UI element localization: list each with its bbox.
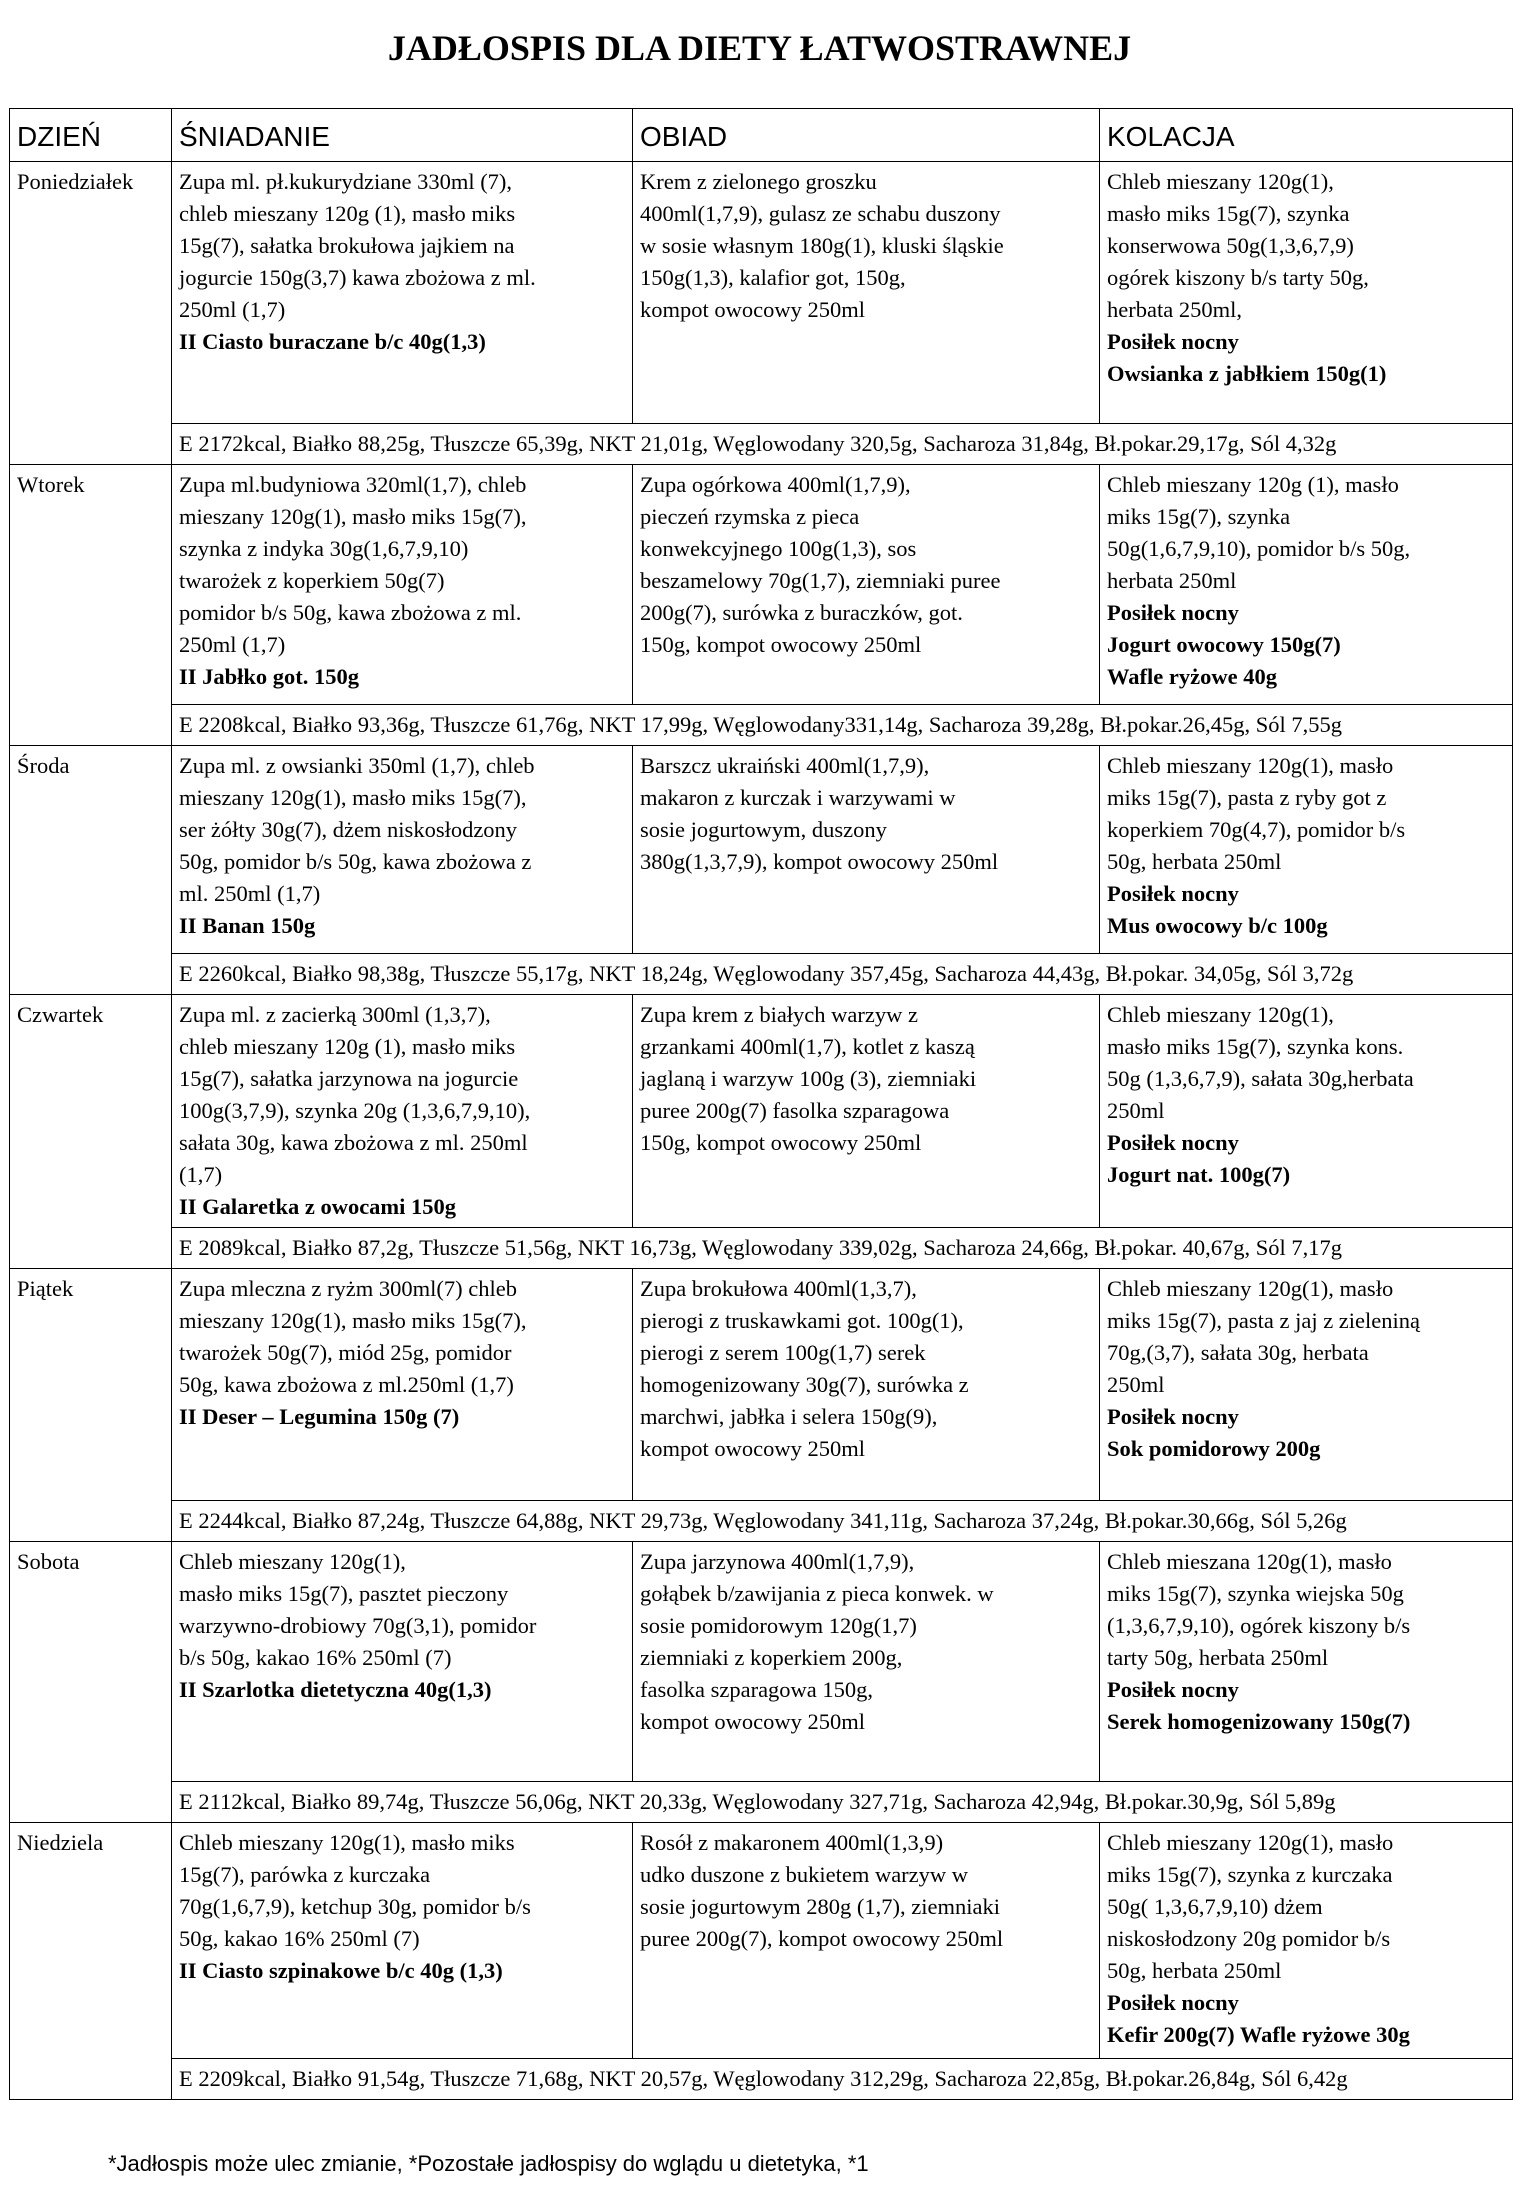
dinner-cell — [1100, 746, 1513, 954]
breakfast-text: Zupa ml. pł.kukurydziane 330ml (7), chleb mieszany 120g (1), masło miks 15g(7), sałatka brokułowa jajkiem na jogurcie 150g(3,7) kawa zbożowa z ml. 250ml (1,7) — [179, 169, 536, 322]
lunch-text: Zupa ogórkowa 400ml(1,7,9), pieczeń rzymska z pieca konwekcyjnego 100g(1,3), sos beszamelowy 70g(1,7), ziemniaki puree 200g(7), surówka z buraczków, got. 150g, kompot owocowy 250ml — [640, 472, 1001, 657]
breakfast-extra: II Deser – Legumina 150g (7) — [179, 1404, 460, 1429]
night-meal-label: Posiłek nocny — [1107, 329, 1239, 354]
dinner-text: Chleb mieszany 120g(1), masło miks 15g(7), pasta z jaj z zieleniną 70g,(3,7), sałata 30g, herbata 250ml — [1107, 1276, 1421, 1397]
day-row — [10, 1542, 1513, 1782]
nutrition-row — [10, 1228, 1513, 1269]
breakfast-text: Zupa ml. z zacierką 300ml (1,3,7), chleb mieszany 120g (1), masło miks 15g(7), sałatka jarzynowa na jogurcie 100g(3,7,9), szynka 20g (1,3,6,7,9,10), sałata 30g, kawa zbożowa z ml. 250ml (1,7) — [179, 1002, 531, 1187]
day-name: Czwartek — [10, 995, 172, 1269]
dinner-cell — [1100, 465, 1513, 705]
dinner-text: Chleb mieszany 120g(1), masło miks 15g(7), szynka kons. 50g (1,3,6,7,9), sałata 30g,herbata 250ml — [1107, 1002, 1414, 1123]
dinner-cell — [1100, 162, 1513, 424]
night-meal: Jogurt nat. 100g(7) — [1107, 1162, 1291, 1187]
nutrition-row — [10, 2059, 1513, 2100]
lunch-cell — [633, 1269, 1100, 1501]
lunch-cell — [633, 1542, 1100, 1782]
dinner-text: Chleb mieszana 120g(1), masło miks 15g(7), szynka wiejska 50g (1,3,6,7,9,10), ogórek kiszony b/s tarty 50g, herbata 250ml — [1107, 1549, 1411, 1670]
breakfast-cell — [172, 1823, 633, 2059]
breakfast-text: Zupa mleczna z ryżm 300ml(7) chleb mieszany 120g(1), masło miks 15g(7), twarożek 50g(7), miód 25g, pomidor 50g, kawa zbożowa z ml.250ml (1,7) — [179, 1276, 527, 1397]
day-row — [10, 162, 1513, 424]
night-meal: Kefir 200g(7) Wafle ryżowe 30g — [1107, 2022, 1410, 2047]
header-day: DZIEŃ — [10, 109, 172, 162]
breakfast-cell — [172, 995, 633, 1228]
dinner-cell — [1100, 1823, 1513, 2059]
day-row — [10, 746, 1513, 954]
night-meal: Sok pomidorowy 200g — [1107, 1436, 1321, 1461]
nutrition-summary: E 2209kcal, Białko 91,54g, Tłuszcze 71,68g, NKT 20,57g, Węglowodany 312,29g, Sacharoza 22,85g, Bł.pokar.26,84g, Sól 6,42g — [172, 2059, 1513, 2100]
nutrition-row — [10, 1501, 1513, 1542]
footer-note: *Jadłospis może ulec zmianie, *Pozostałe jadłospisy do wglądu u dietetyka, *1 — [108, 2151, 869, 2176]
nutrition-summary: E 2172kcal, Białko 88,25g, Tłuszcze 65,39g, NKT 21,01g, Węglowodany 320,5g, Sacharoza 31,84g, Bł.pokar.29,17g, Sól 4,32g — [172, 424, 1513, 465]
nutrition-row — [10, 705, 1513, 746]
breakfast-extra: II Banan 150g — [179, 913, 316, 938]
night-meal-label: Posiłek nocny — [1107, 881, 1239, 906]
day-row — [10, 1269, 1513, 1501]
nutrition-summary: E 2112kcal, Białko 89,74g, Tłuszcze 56,06g, NKT 20,33g, Węglowodany 327,71g, Sacharoza 42,94g, Bł.pokar.30,9g, Sól 5,89g — [172, 1782, 1513, 1823]
breakfast-text: Zupa ml. z owsianki 350ml (1,7), chleb mieszany 120g(1), masło miks 15g(7), ser żółty 30g(7), dżem niskosłodzony 50g, pomidor b/s 50g, kawa zbożowa z ml. 250ml (1,7) — [179, 753, 535, 906]
day-name: Środa — [10, 746, 172, 995]
lunch-text: Rosół z makaronem 400ml(1,3,9) udko duszone z bukietem warzyw w sosie jogurtowym 280g (1,7), ziemniaki puree 200g(7), kompot owocowy 250ml — [640, 1830, 1004, 1951]
header-breakfast: ŚNIADANIE — [172, 109, 633, 162]
lunch-text: Zupa jarzynowa 400ml(1,7,9), gołąbek b/zawijania z pieca konwek. w sosie pomidorowym 120g(1,7) ziemniaki z koperkiem 200g, fasolka szparagowa 150g, kompot owocowy 250ml — [640, 1549, 994, 1734]
nutrition-row — [10, 954, 1513, 995]
nutrition-summary: E 2089kcal, Białko 87,2g, Tłuszcze 51,56g, NKT 16,73g, Węglowodany 339,02g, Sacharoza 24,66g, Bł.pokar. 40,67g, Sól 7,17g — [172, 1228, 1513, 1269]
day-name: Sobota — [10, 1542, 172, 1823]
nutrition-summary: E 2208kcal, Białko 93,36g, Tłuszcze 61,76g, NKT 17,99g, Węglowodany331,14g, Sacharoza 39,28g, Bł.pokar.26,45g, Sól 7,55g — [172, 705, 1513, 746]
lunch-cell — [633, 995, 1100, 1228]
breakfast-extra: II Ciasto buraczane b/c 40g(1,3) — [179, 329, 486, 354]
nutrition-summary: E 2260kcal, Białko 98,38g, Tłuszcze 55,17g, NKT 18,24g, Węglowodany 357,45g, Sacharoza 44,43g, Bł.pokar. 34,05g, Sól 3,72g — [172, 954, 1513, 995]
night-meal: Owsianka z jabłkiem 150g(1) — [1107, 361, 1387, 386]
menu-body — [10, 162, 1513, 2100]
day-row — [10, 995, 1513, 1228]
dinner-text: Chleb mieszany 120g(1), masło miks 15g(7), szynka konserwowa 50g(1,3,6,7,9) ogórek kiszony b/s tarty 50g, herbata 250ml, — [1107, 169, 1369, 322]
breakfast-extra: II Galaretka z owocami 150g — [179, 1194, 457, 1219]
day-name: Wtorek — [10, 465, 172, 746]
day-row — [10, 1823, 1513, 2059]
dinner-text: Chleb mieszany 120g(1), masło miks 15g(7), szynka z kurczaka 50g( 1,3,6,7,9,10) dżem niskosłodzony 20g pomidor b/s 50g, herbata 250ml — [1107, 1830, 1394, 1983]
breakfast-text: Chleb mieszany 120g(1), masło miks 15g(7), parówka z kurczaka 70g(1,6,7,9), ketchup 30g, pomidor b/s 50g, kakao 16% 250ml (7) — [179, 1830, 531, 1951]
breakfast-extra: II Ciasto szpinakowe b/c 40g (1,3) — [179, 1958, 503, 1983]
lunch-text: Zupa brokułowa 400ml(1,3,7), pierogi z truskawkami got. 100g(1), pierogi z serem 100g(1,7) serek homogenizowany 30g(7), surówka z marchwi, jabłka i selera 150g(9), kompot owocowy 250ml — [640, 1276, 969, 1461]
nutrition-row — [10, 424, 1513, 465]
day-name: Piątek — [10, 1269, 172, 1542]
dinner-cell — [1100, 1269, 1513, 1501]
dinner-text: Chleb mieszany 120g(1), masło miks 15g(7), pasta z ryby got z koperkiem 70g(4,7), pomidor b/s 50g, herbata 250ml — [1107, 753, 1406, 874]
day-name: Niedziela — [10, 1823, 172, 2100]
breakfast-extra: II Jabłko got. 150g — [179, 664, 360, 689]
day-row — [10, 465, 1513, 705]
night-meal-label: Posiłek nocny — [1107, 1404, 1239, 1429]
day-name: Poniedziałek — [10, 162, 172, 465]
lunch-text: Zupa krem z białych warzyw z grzankami 400ml(1,7), kotlet z kaszą jaglaną i warzyw 100g (3), ziemniaki puree 200g(7) fasolka szparagowa 150g, kompot owocowy 250ml — [640, 1002, 977, 1155]
night-meal-label: Posiłek nocny — [1107, 1130, 1239, 1155]
breakfast-cell — [172, 162, 633, 424]
menu-table — [9, 108, 1513, 2100]
night-meal: Mus owocowy b/c 100g — [1107, 913, 1328, 938]
nutrition-summary: E 2244kcal, Białko 87,24g, Tłuszcze 64,88g, NKT 29,73g, Węglowodany 341,11g, Sacharoza 37,24g, Bł.pokar.30,66g, Sól 5,26g — [172, 1501, 1513, 1542]
dinner-text: Chleb mieszany 120g (1), masło miks 15g(7), szynka 50g(1,6,7,9,10), pomidor b/s 50g, herbata 250ml — [1107, 472, 1411, 593]
night-meal: Jogurt owocowy 150g(7) Wafle ryżowe 40g — [1107, 632, 1341, 689]
lunch-cell — [633, 1823, 1100, 2059]
dinner-cell — [1100, 1542, 1513, 1782]
breakfast-text: Chleb mieszany 120g(1), masło miks 15g(7), pasztet pieczony warzywno-drobiowy 70g(3,1), pomidor b/s 50g, kakao 16% 250ml (7) — [179, 1549, 537, 1670]
header-row — [10, 109, 1513, 162]
page-title: JADŁOSPIS DLA DIETY ŁATWOSTRAWNEJ — [387, 28, 1132, 68]
breakfast-cell — [172, 1542, 633, 1782]
night-meal: Serek homogenizowany 150g(7) — [1107, 1709, 1411, 1734]
header-lunch: OBIAD — [633, 109, 1100, 162]
lunch-text: Krem z zielonego groszku 400ml(1,7,9), gulasz ze schabu duszony w sosie własnym 180g(1), kluski śląskie 150g(1,3), kalafior got, 150g, kompot owocowy 250ml — [640, 169, 1004, 322]
dinner-cell — [1100, 995, 1513, 1228]
night-meal-label: Posiłek nocny — [1107, 1990, 1239, 2015]
night-meal-label: Posiłek nocny — [1107, 600, 1239, 625]
breakfast-extra: II Szarlotka dietetyczna 40g(1,3) — [179, 1677, 492, 1702]
header-dinner: KOLACJA — [1100, 109, 1513, 162]
lunch-cell — [633, 465, 1100, 705]
lunch-cell — [633, 746, 1100, 954]
lunch-cell — [633, 162, 1100, 424]
lunch-text: Barszcz ukraiński 400ml(1,7,9), makaron z kurczak i warzywami w sosie jogurtowym, duszony 380g(1,3,7,9), kompot owocowy 250ml — [640, 753, 999, 874]
breakfast-cell — [172, 746, 633, 954]
breakfast-text: Zupa ml.budyniowa 320ml(1,7), chleb mieszany 120g(1), masło miks 15g(7), szynka z indyka 30g(1,6,7,9,10) twarożek z koperkiem 50g(7) pomidor b/s 50g, kawa zbożowa z ml. 250ml (1,7) — [179, 472, 527, 657]
breakfast-cell — [172, 1269, 633, 1501]
breakfast-cell — [172, 465, 633, 705]
nutrition-row — [10, 1782, 1513, 1823]
night-meal-label: Posiłek nocny — [1107, 1677, 1239, 1702]
